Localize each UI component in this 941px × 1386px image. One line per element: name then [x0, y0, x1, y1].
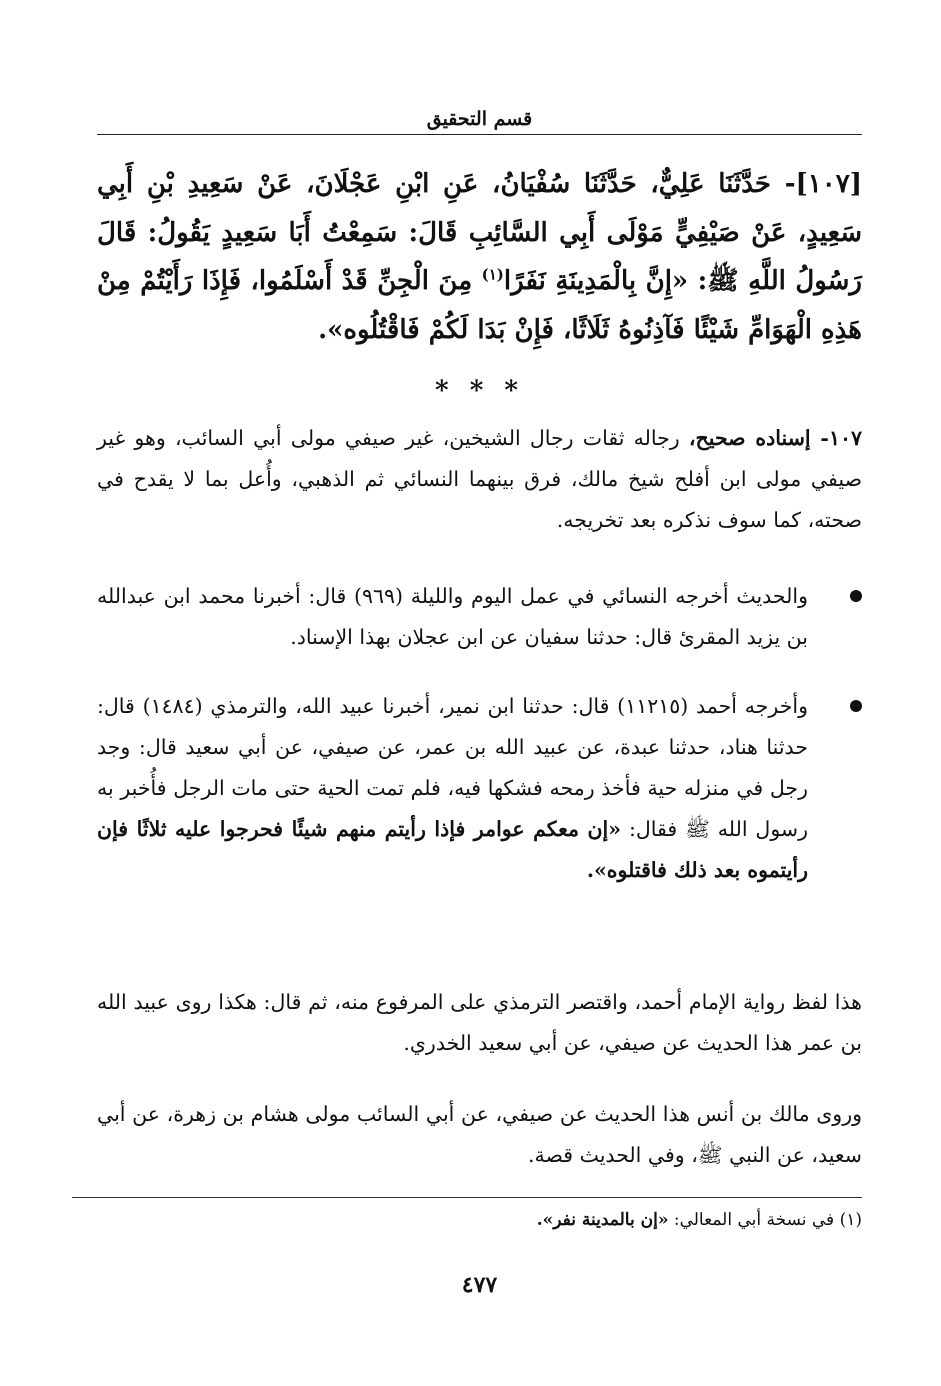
footnote-quote: «إن بالمدينة نفر».: [536, 1210, 669, 1230]
commentary-label: ١٠٧- إسناده صحيح،: [688, 426, 862, 450]
bullet-text-body: وأخرجه أحمد (١١٢١٥) قال: حدثنا ابن نمير، أخبرنا عبيد الله، والترمذي (١٤٨٤) قال: حدثنا هناد، حدثنا عبدة، عن عبيد الله بن عمر، عن صيفي، عن أبي سعيد قال: وجد رجل في منزله حية فأخذ رمحه فشكها فيه، فلم تمت الحية حتى مات الرجل فأُخبر به رسول الله ﷺ فقال:: [97, 694, 808, 841]
page-number: ٤٧٧: [461, 1272, 498, 1298]
prophetic-quote: «إن معكم عوامر فإذا رأيتم منهم شيئًا فحرجوا عليه ثلاثًا فإن رأيتموه بعد ذلك فاقتلوه».: [97, 817, 808, 882]
header-rule: [97, 134, 862, 135]
footnote-reference[interactable]: (١): [481, 265, 504, 284]
commentary-paragraph: هذا لفظ رواية الإمام أحمد، واقتصر الترمذي على المرفوع منه، ثم قال: هكذا روى عبيد الله بن عمر هذا الحديث عن صيفي، عن أبي سعيد الخدري.: [97, 990, 862, 1055]
running-head: قسم التحقيق: [426, 108, 533, 130]
commentary-intro-paragraph: [97, 418, 862, 541]
footnote: [97, 1204, 862, 1236]
hadith-number: [١٠٧]-: [784, 169, 862, 199]
bullet-item: [97, 686, 862, 891]
bullet-dot-icon: [850, 590, 862, 602]
footnote-rule: [72, 1197, 862, 1198]
section-separator: * * *: [435, 376, 524, 406]
bullet-text: والحديث أخرجه النسائي في عمل اليوم والليلة (٩٦٩) قال: أخبرنا محمد ابن عبدالله بن يزيد المقرئ قال: حدثنا سفيان عن ابن عجلان بهذا الإسناد.: [97, 584, 808, 649]
bullet-text: [97, 686, 808, 891]
hadith-text-part-1: حَدَّثَنَا عَلِيٌّ، حَدَّثَنَا سُفْيَانُ، عَنِ ابْنِ عَجْلَانَ، عَنْ سَعِيدِ بْنِ أَبِي سَعِيدٍ، عَنْ صَيْفِيٍّ مَوْلَى أَبِي السَّائِبِ قَالَ: سَمِعْتُ أَبَا سَعِيدٍ يَقُولُ: قَالَ رَسُولُ اللَّهِ ﷺ: «إِنَّ بِالْمَدِينَةِ نَفَرًا: [97, 169, 862, 296]
footnote-marker: (١): [839, 1210, 862, 1230]
bullet-dot-icon: [850, 700, 862, 712]
commentary-intro-text: رجاله ثقات رجال الشيخين، غير صيفي مولى أبي السائب، وهو غير صيفي مولى ابن أفلح شيخ مالك، فرق بينهما النسائي ثم الذهبي، وأُعل بما لا يقدح في صحته، كما سوف نذكره بعد تخريجه.: [97, 426, 862, 532]
hadith-text-part-2: مِنَ الْجِنِّ قَدْ أَسْلَمُوا، فَإِذَا رَأَيْتُمْ مِنْ هَذِهِ الْهَوَامِّ شَيْئًا فَآذِنُوهُ ثَلَاثًا، فَإِنْ بَدَا لَكُمْ فَاقْتُلُوه».: [97, 266, 862, 345]
hadith-text-block: [97, 160, 862, 354]
footnote-text: في نسخة أبي المعالي:: [673, 1210, 835, 1230]
commentary-paragraph: وروى مالك بن أنس هذا الحديث عن صيفي، عن أبي السائب مولى هشام بن زهرة، عن أبي سعيد، عن النبي ﷺ، وفي الحديث قصة.: [97, 1102, 862, 1167]
bullet-item: [97, 576, 862, 658]
